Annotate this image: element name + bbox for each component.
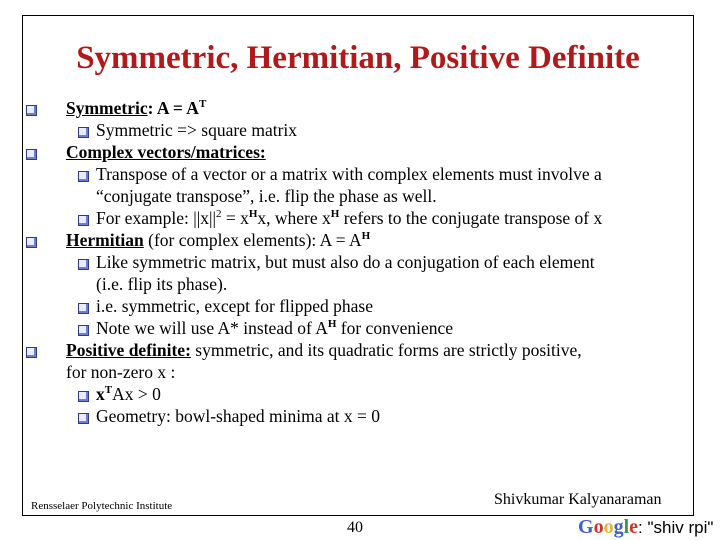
superscript: H (330, 208, 340, 221)
superscript: T (198, 98, 207, 111)
term-complex: Complex vectors/matrices: (66, 142, 266, 162)
google-logo (578, 518, 638, 537)
sub-bullet (22, 317, 682, 339)
google-letter: g (613, 516, 624, 538)
bullet-text: i.e. symmetric, except for flipped phase (96, 296, 373, 316)
sub-bullet (22, 295, 682, 317)
google-letter: o (603, 516, 614, 538)
bullet-square-icon (78, 215, 89, 226)
sub-bullet (22, 119, 682, 141)
bullet-square-icon (78, 413, 89, 424)
sub-bullet (22, 207, 682, 229)
footer-author: Shivkumar Kalyanaraman (494, 491, 662, 508)
term-symmetric: Symmetric (66, 98, 148, 118)
bullet-symmetric (22, 97, 682, 119)
bullet-text: Note we will use A* instead of A (96, 318, 328, 338)
bullet-text-continued: (i.e. flip its phase). (96, 274, 228, 294)
bullet-text: = x (221, 208, 249, 228)
bullet-text: refers to the conjugate transpose of x (339, 208, 603, 228)
bullet-text-continued: “conjugate transpose”, i.e. flip the phase as well. (96, 186, 437, 206)
slide-title: Symmetric, Hermitian, Positive Definite (76, 40, 640, 76)
bullet-complex (22, 141, 682, 163)
superscript: T (104, 384, 113, 397)
google-letter: e (629, 516, 639, 538)
bullet-square-icon (78, 171, 89, 182)
bullet-square-icon (78, 303, 89, 314)
sub-bullet (22, 251, 682, 295)
bullet-text: Like symmetric matrix, but must also do a conjugation of each element (96, 252, 595, 272)
bullet-square-icon (26, 105, 37, 116)
bullet-square-icon (78, 391, 89, 402)
bullet-square-icon (26, 347, 37, 358)
bullet-list (22, 97, 682, 427)
bullet-text: Geometry: bowl-shaped minima at x = 0 (96, 406, 380, 426)
sub-bullet (22, 405, 682, 427)
footer-institution: Rensselaer Polytechnic Institute (31, 500, 173, 512)
posdef-definition-continued: for non-zero x : (66, 362, 176, 382)
superscript: H (327, 318, 337, 331)
bullet-square-icon (26, 149, 37, 160)
symmetric-definition: : A = A (147, 98, 199, 118)
google-search-tag[interactable] (578, 516, 713, 539)
google-query: : "shiv rpi" (638, 518, 714, 537)
term-hermitian: Hermitian (66, 230, 144, 250)
superscript: 2 (215, 208, 222, 221)
superscript: H (361, 230, 371, 243)
posdef-definition: symmetric, and its quadratic forms are strictly positive, (190, 340, 582, 360)
bullet-text: x, where x (257, 208, 331, 228)
superscript: H (248, 208, 258, 221)
page-number: 40 (347, 519, 363, 536)
bullet-text: Transpose of a vector or a matrix with complex elements must involve a (96, 164, 602, 184)
bullet-positive-definite (22, 339, 682, 383)
bullet-square-icon (78, 127, 89, 138)
hermitian-definition: (for complex elements): A = A (143, 230, 362, 250)
google-letter: o (593, 516, 604, 538)
bullet-text: For example: ||x|| (96, 208, 216, 228)
bullet-square-icon (78, 325, 89, 336)
bullet-text: for convenience (336, 318, 454, 338)
bullet-text: Ax > 0 (112, 384, 161, 404)
bullet-square-icon (26, 237, 37, 248)
google-letter: l (623, 516, 630, 538)
bullet-text: Symmetric => square matrix (96, 120, 298, 140)
bullet-hermitian (22, 229, 682, 251)
google-letter: G (578, 516, 594, 538)
bullet-text: x (96, 384, 105, 404)
bullet-square-icon (78, 259, 89, 270)
sub-bullet (22, 163, 682, 207)
term-positive-definite: Positive definite: (66, 340, 191, 360)
sub-bullet (22, 383, 682, 405)
